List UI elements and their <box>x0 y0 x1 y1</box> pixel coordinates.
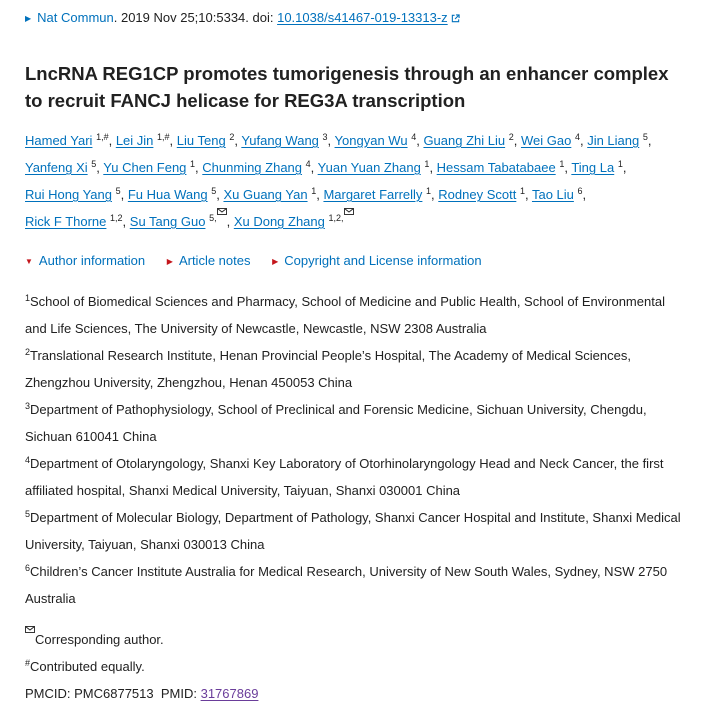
author-link[interactable]: Yuan Yuan Zhang <box>317 160 421 175</box>
affiliation-item <box>25 288 685 342</box>
author-affiliation-sup <box>559 159 564 169</box>
author-affiliation-numbers: 1 <box>426 186 432 196</box>
author-affiliation-sup <box>91 159 96 169</box>
author-link[interactable]: Rick F Thorne <box>25 214 107 229</box>
author-affiliation-sup <box>211 186 216 196</box>
author-list: Hamed Yari $^{1,\#}$, Lei Jin $^{1,\#}$, Liu Teng $^2$, Yufang Wang $^3$, Yongyan Wu $^4$, Guang Zhi Liu $^2$, Wei Gao $^4$, Jin Liang $^5$, Yanfeng Xi $^5$, Yu Chen Feng $^1$, Chunming Zhang $^4$, Yuan Yuan Zhang $^1$, Hessam Tabatabaee $^1$, Ting La $^1$, Rui Hong Yang $^5$, Fu Hua Wang $^5$, Xu Guang Yan $^1$, Margaret Farrelly $^1$, Rodney Scott $^1$, Tao Liu $^6$, Rick F Thorne $^{1,2}$, Su Tang Guo $^{5,}$ , Xu Dong Zhang $^{1,2,}$ <box>25 132 652 229</box>
author-entry <box>177 133 235 148</box>
author-link[interactable]: Yufang Wang <box>241 133 319 148</box>
author-entry <box>25 160 96 175</box>
author-affiliation-sup <box>229 132 234 142</box>
copyright-label: Copyright and License information <box>284 253 482 268</box>
author-link[interactable]: Hessam Tabatabaee <box>436 160 556 175</box>
author-entry <box>103 160 195 175</box>
citation-line <box>25 9 460 28</box>
author-entry <box>587 133 648 148</box>
expand-triangle-icon[interactable]: ▶ <box>25 14 32 23</box>
citation-date: . 2019 Nov 25;10:5334. doi: <box>113 10 278 25</box>
corresponding-note <box>25 626 685 653</box>
author-affiliation-numbers: 5 <box>115 186 121 196</box>
article-notes-label: Article notes <box>178 253 251 268</box>
affiliation-text: Translational Research Institute, Henan Provincial People’s Hospital, The Academy of Medical Sciences, Zhengzhou University, Zhengzhou, Henan 450053 China <box>25 348 631 390</box>
author-affiliation-sup <box>424 159 429 169</box>
author-affiliation-numbers: 3 <box>322 132 328 142</box>
author-affiliation-numbers: 1,2 <box>110 213 123 223</box>
author-entry <box>323 187 431 202</box>
author-affiliation-numbers: 6 <box>577 186 583 196</box>
author-affiliation-sup <box>311 186 316 196</box>
author-entry <box>532 187 583 202</box>
identifiers <box>25 680 685 707</box>
author-link[interactable]: Xu Guang Yan <box>223 187 308 202</box>
affiliation-number: 3 <box>25 401 31 411</box>
author-link[interactable]: Tao Liu <box>531 187 574 202</box>
author-link[interactable]: Rodney Scott <box>438 187 517 202</box>
author-entry <box>438 187 525 202</box>
author-affiliation-sup <box>323 132 328 142</box>
author-affiliation-numbers: 4 <box>305 159 311 169</box>
affiliation-text: Children’s Cancer Institute Australia for Medical Research, University of New South Wales, Sydney, NSW 2750 Australia <box>25 564 668 606</box>
author-link[interactable]: Jin Liang <box>587 133 640 148</box>
affiliation-text: Department of Pathophysiology, School of Preclinical and Forensic Medicine, Sichuan University, Chengdu, Sichuan 610041 China <box>25 402 647 444</box>
author-link[interactable]: Yongyan Wu <box>334 133 408 148</box>
author-link[interactable]: Ting La <box>571 160 615 175</box>
author-entry <box>318 160 430 175</box>
author-affiliation-sup <box>411 132 416 142</box>
affiliation-item <box>25 504 685 558</box>
author-entry <box>130 214 227 229</box>
affiliation-item <box>25 450 685 504</box>
envelope-icon[interactable] <box>217 208 227 215</box>
corresponding-text: Corresponding author. <box>35 632 164 647</box>
contributed-text: Contributed equally. <box>30 659 145 674</box>
doi-link[interactable]: 10.1038/s41467-019-13313-z <box>277 10 448 25</box>
caret-down-icon: ▼ <box>25 257 33 266</box>
author-affiliation-numbers: 1,2, <box>328 213 344 223</box>
author-affiliation-sup <box>520 186 525 196</box>
caret-right-icon: ▶ <box>272 257 279 266</box>
author-link[interactable]: Yanfeng Xi <box>25 160 88 175</box>
affiliation-item <box>25 342 685 396</box>
author-link[interactable]: Rui Hong Yang <box>25 187 112 202</box>
author-link[interactable]: Guang Zhi Liu <box>423 133 506 148</box>
author-link[interactable]: Xu Dong Zhang <box>233 214 325 229</box>
author-affiliation-sup <box>329 213 354 223</box>
copyright-toggle[interactable] <box>272 252 481 271</box>
contributed-mark: # <box>25 658 31 668</box>
author-entry <box>521 133 580 148</box>
author-link[interactable]: Su Tang Guo <box>129 214 206 229</box>
author-affiliation-sup <box>209 213 227 223</box>
author-affiliation-numbers: 2 <box>508 132 514 142</box>
affiliation-text: School of Biomedical Sciences and Pharmacy, School of Medicine and Public Health, School of Environmental and Life Sciences, The University of Newcastle, Newcastle, NSW 2308 Australia <box>25 294 665 336</box>
info-toggles <box>25 252 500 271</box>
author-affiliation-sup <box>190 159 195 169</box>
author-affiliation-numbers: 1,# <box>96 132 109 142</box>
author-affiliation-sup <box>618 159 623 169</box>
author-link[interactable]: Yu Chen Feng <box>103 160 187 175</box>
author-affiliation-numbers: 1 <box>424 159 430 169</box>
affiliation-number: 4 <box>25 455 31 465</box>
author-entry <box>116 133 170 148</box>
author-affiliation-numbers: 5 <box>211 186 217 196</box>
article-title: LncRNA REG1CP promotes tumorigenesis through an enhancer complex to recruit FANCJ helicase for REG3A transcription <box>25 63 669 111</box>
author-affiliation-sup <box>306 159 311 169</box>
author-affiliation-sup <box>643 132 648 142</box>
author-entry <box>25 133 109 148</box>
affiliation-list <box>25 288 685 612</box>
affiliation-text: Department of Molecular Biology, Department of Pathology, Shanxi Cancer Hospital and Institute, Shanxi Medical University, Taiyuan, Shanxi 030013 China <box>25 510 681 552</box>
author-link[interactable]: Wei Gao <box>520 133 572 148</box>
contributed-note <box>25 653 685 680</box>
author-affiliation-numbers: 5 <box>642 132 648 142</box>
pmcid-value: PMC6877513 <box>74 686 154 701</box>
author-affiliation-numbers: 1 <box>190 159 196 169</box>
author-affiliation-sup <box>426 186 431 196</box>
article-notes-toggle[interactable] <box>167 252 251 271</box>
envelope-icon <box>25 626 35 633</box>
article-notes <box>25 626 685 707</box>
author-affiliation-sup <box>578 186 583 196</box>
affiliation-number: 6 <box>25 563 31 573</box>
pmcid-label: PMCID: <box>25 686 75 701</box>
author-affiliation-sup <box>157 132 170 142</box>
author-link[interactable]: Lei Jin <box>115 133 154 148</box>
external-link-icon[interactable] <box>451 14 460 23</box>
author-entry <box>423 133 513 148</box>
affiliation-number: 2 <box>25 347 31 357</box>
envelope-icon[interactable] <box>344 208 354 215</box>
author-link[interactable]: Fu Hua Wang <box>127 187 208 202</box>
author-link[interactable]: Liu Teng <box>176 133 226 148</box>
author-information-toggle[interactable] <box>25 252 145 271</box>
author-entry <box>335 133 417 148</box>
author-affiliation-sup <box>116 186 121 196</box>
author-affiliation-sup <box>110 213 123 223</box>
author-entry <box>202 160 310 175</box>
author-entry <box>437 160 565 175</box>
author-affiliation-sup <box>575 132 580 142</box>
author-link[interactable]: Chunming Zhang <box>202 160 303 175</box>
author-information-label: Author information <box>38 253 146 268</box>
author-affiliation-numbers: 1 <box>519 186 525 196</box>
author-affiliation-numbers: 5 <box>91 159 97 169</box>
pmid-label: PMID: <box>160 686 201 701</box>
affiliation-text: Department of Otolaryngology, Shanxi Key Laboratory of Otorhinolaryngology Head and Neck Cancer, the first affiliated hospital, Shanxi Medical University, Taiyuan, Shanxi 030001 China <box>25 456 664 498</box>
author-affiliation-numbers: 4 <box>574 132 580 142</box>
author-affiliation-sup <box>96 132 109 142</box>
author-affiliation-numbers: 1,# <box>157 132 170 142</box>
author-entry <box>241 133 327 148</box>
author-affiliation-numbers: 5, <box>209 213 217 223</box>
affiliation-item <box>25 396 685 450</box>
affiliation-number: 5 <box>25 509 31 519</box>
author-affiliation-sup <box>509 132 514 142</box>
affiliation-item <box>25 558 685 612</box>
author-entry <box>25 187 121 202</box>
author-link[interactable]: Margaret Farrelly <box>323 187 423 202</box>
author-entry <box>234 214 354 229</box>
author-affiliation-numbers: 1 <box>311 186 317 196</box>
author-entry <box>25 214 123 229</box>
journal-name[interactable]: Nat Commun <box>37 10 114 25</box>
author-affiliation-numbers: 1 <box>617 159 623 169</box>
author-affiliation-numbers: 4 <box>411 132 417 142</box>
author-affiliation-numbers: 2 <box>229 132 235 142</box>
author-entry <box>223 187 316 202</box>
author-entry <box>128 187 216 202</box>
caret-right-icon: ▶ <box>166 257 173 266</box>
affiliation-number: 1 <box>25 293 31 303</box>
pmid-link[interactable]: 31767869 <box>200 686 259 701</box>
author-link[interactable]: Hamed Yari <box>25 133 93 148</box>
author-affiliation-numbers: 1 <box>559 159 565 169</box>
author-entry <box>571 160 623 175</box>
